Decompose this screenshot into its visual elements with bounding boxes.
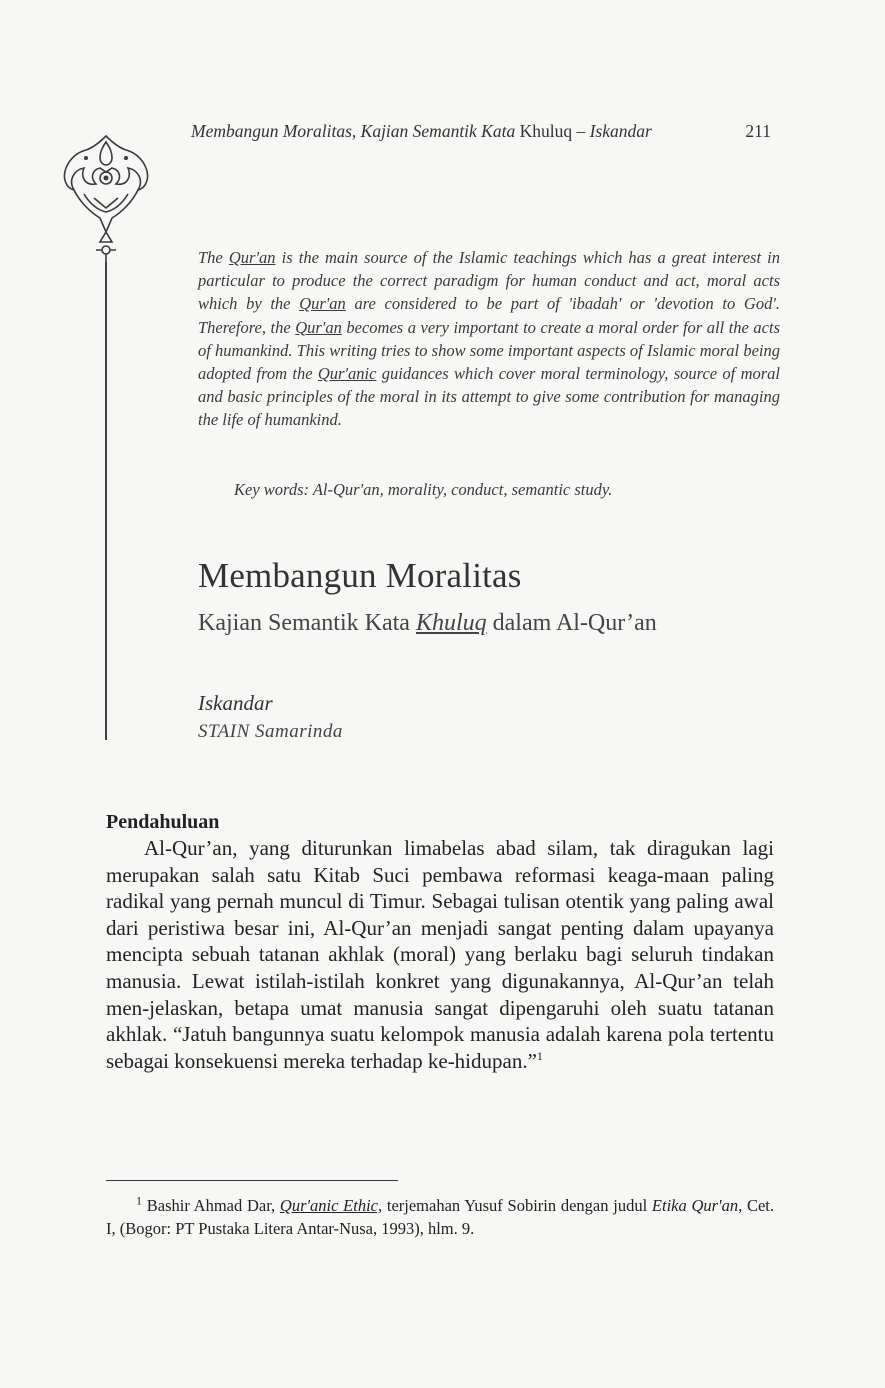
footnote-text: Cet. I, (Bogor: PT Pustaka Litera Antar-Nusa, 1993), hlm. 9. <box>106 1196 774 1238</box>
footnote-text: terjemahan Yusuf Sobirin dengan judul <box>382 1196 652 1215</box>
author-name: Iskandar <box>198 691 273 715</box>
keywords: Key words: Al-Qur'an, morality, conduct, semantic study. <box>234 480 613 499</box>
article-subtitle <box>198 610 657 637</box>
margin-rule <box>105 262 107 740</box>
abstract-text: is the main source of the Islamic teachings which has a great interest in particular to produce the correct paradigm for human conduct and act, moral acts which by the <box>198 248 781 314</box>
paragraph <box>106 835 774 1074</box>
footnote-book-title: Qur'anic Ethic, <box>279 1196 383 1215</box>
body-text <box>106 835 774 1074</box>
running-head-title-part2: – Iskandar <box>572 121 652 141</box>
abstract-text: guidances which cover moral terminology, source of moral and basic principles of the moral in its attempt to give some contribution for managing the life of humankind. <box>198 364 781 430</box>
footnote-text: Bashir Ahmad Dar, <box>142 1196 280 1215</box>
running-head <box>191 121 771 142</box>
footnote-book-title: Etika Qur'an, <box>651 1196 743 1215</box>
abstract-text: becomes a very important to create a moral order for all the acts of humankind. This writing tries to show some important aspects of Islamic moral being adopted from the <box>198 317 780 384</box>
author-affiliation: STAIN Samarinda <box>198 721 343 742</box>
running-head-title-term: Khuluq <box>519 121 573 141</box>
footnote-number: 1 <box>136 1193 142 1208</box>
abstract <box>198 246 780 432</box>
subtitle-term: Khuluq <box>415 610 487 636</box>
abstract-term: Qur'an <box>295 317 342 337</box>
subtitle-part: Kajian Semantik Kata <box>198 610 416 636</box>
running-head-title-part1: Membangun Moralitas, Kajian Semantik Kata <box>191 121 520 141</box>
ornament-icon <box>56 132 156 262</box>
abstract-text: are considered to be part of 'ibadah' or 'devotion to God'. Therefore, the <box>198 294 780 337</box>
page-number: 211 <box>745 121 771 141</box>
footnote-divider <box>106 1180 398 1181</box>
paragraph-text: Al-Qur’an, yang diturunkan limabelas abad silam, tak diragukan lagi merupakan salah satu Kitab Suci pembawa reformasi keaga-maan paling radikal yang pernah muncul di Timur. Sebagai tulisan otentik yang paling awal dari peristiwa besar ini, Al-Qur’an menjadi sangat penting dalam upayanya mencipta sebuah tatanan akhlak (moral) yang berlaku bagi seluruh tindakan manusia. Lewat istilah-istilah konkret yang digunakannya, Al-Qur’an telah men-jelaskan, betapa umat manusia sangat dipengaruhi oleh suatu tatanan akhlak. “Jatuh bangunnya suatu kelompok manusia adalah karena pola tertentu sebagai konsekuensi mereka terhadap ke-hidupan.” <box>106 836 774 1073</box>
abstract-term: Qur'an <box>228 248 276 267</box>
abstract-term: Qur'an <box>299 294 346 314</box>
article-title: Membangun Moralitas <box>198 556 522 595</box>
section-heading: Pendahuluan <box>106 811 220 833</box>
footnote-reference[interactable]: 1 <box>536 1048 543 1063</box>
abstract-term: Qur'anic <box>317 364 377 384</box>
subtitle-part: dalam Al-Qur’an <box>486 610 657 636</box>
footnote <box>106 1194 774 1240</box>
abstract-text: The <box>198 248 229 267</box>
